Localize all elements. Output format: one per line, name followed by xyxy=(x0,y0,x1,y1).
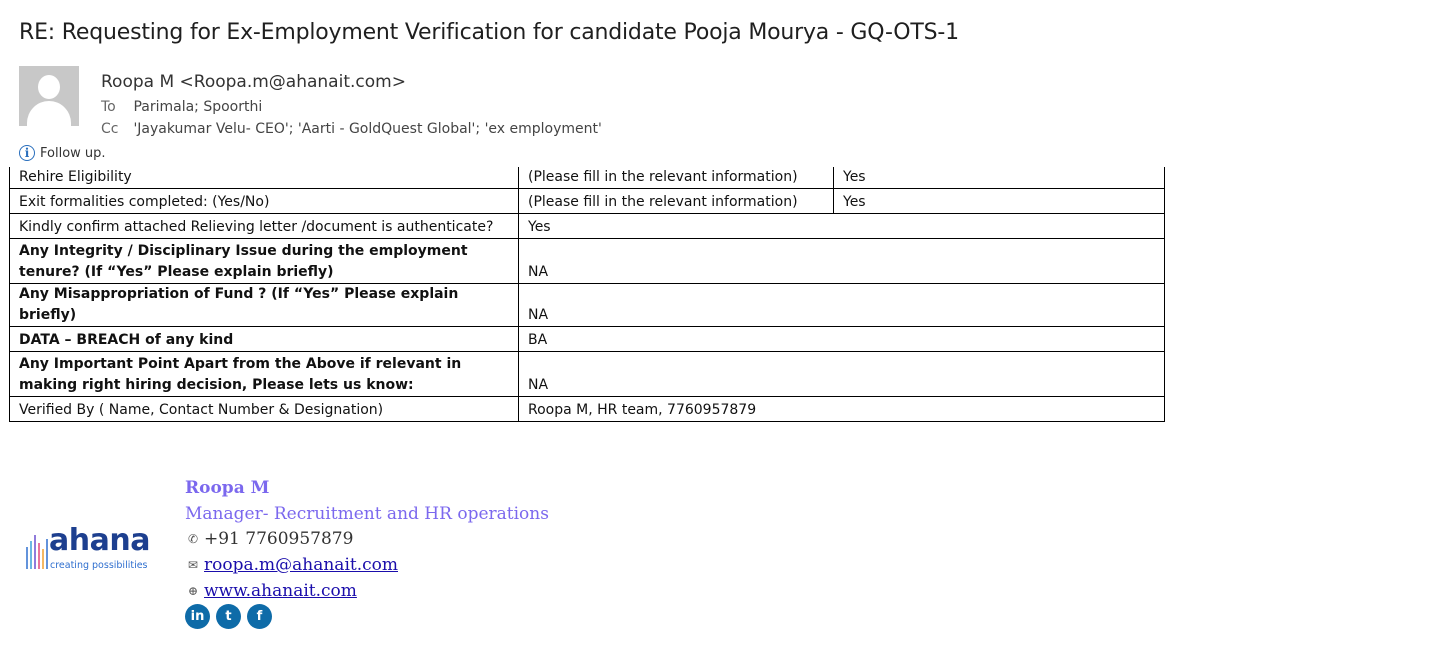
answer-cell: Yes xyxy=(834,167,1165,189)
follow-up-flag[interactable] xyxy=(19,145,106,161)
table-row xyxy=(10,397,1165,422)
logo-tagline: creating possibilities xyxy=(50,560,148,571)
twitter-icon[interactable]: t xyxy=(216,604,241,629)
avatar-body xyxy=(27,101,71,126)
verification-table xyxy=(9,167,1165,422)
answer-cell: NA xyxy=(519,284,1165,327)
facebook-icon[interactable]: f xyxy=(247,604,272,629)
info-cell: (Please fill in the relevant information) xyxy=(519,167,834,189)
follow-up-text: Follow up. xyxy=(40,145,106,161)
info-icon: i xyxy=(19,145,35,161)
globe-icon: ⊕ xyxy=(187,584,199,598)
answer-cell: BA xyxy=(519,327,1165,352)
mail-icon: ✉ xyxy=(187,558,199,572)
question-cell: Any Integrity / Disciplinary Issue during the employment tenure? (If “Yes” Please explain briefly) xyxy=(10,239,519,284)
table-row xyxy=(10,327,1165,352)
social-links xyxy=(185,604,272,629)
table-row xyxy=(10,352,1165,397)
answer-cell: NA xyxy=(519,352,1165,397)
to-line xyxy=(101,99,262,115)
table-row xyxy=(10,284,1165,327)
question-cell: Any Misappropriation of Fund ? (If “Yes” Please explain briefly) xyxy=(10,284,519,327)
linkedin-icon[interactable]: in xyxy=(185,604,210,629)
answer-cell: Roopa M, HR team, 7760957879 xyxy=(519,397,1165,422)
info-cell: (Please fill in the relevant information) xyxy=(519,189,834,214)
signature-email xyxy=(186,555,398,575)
signature-website xyxy=(186,581,357,601)
question-cell: Exit formalities completed: (Yes/No) xyxy=(10,189,519,214)
signature-phone xyxy=(186,529,353,549)
signature-name: Roopa M xyxy=(185,478,270,498)
email-subject: RE: Requesting for Ex-Employment Verification for candidate Pooja Mourya - GQ-OTS-1 xyxy=(19,20,959,45)
table-row xyxy=(10,239,1165,284)
phone-number: +91 7760957879 xyxy=(204,529,354,549)
to-label: To xyxy=(101,99,116,115)
answer-cell: Yes xyxy=(834,189,1165,214)
sender-avatar[interactable] xyxy=(19,66,79,126)
answer-cell: NA xyxy=(519,239,1165,284)
avatar-head xyxy=(38,75,60,99)
table-row xyxy=(10,167,1165,189)
sender-name[interactable]: Roopa M <Roopa.m@ahanait.com> xyxy=(101,72,406,92)
cc-line xyxy=(101,121,602,137)
website-link[interactable]: www.ahanait.com xyxy=(204,581,357,601)
answer-cell: Yes xyxy=(519,214,1165,239)
question-cell: Kindly confirm attached Relieving letter /document is authenticate? xyxy=(10,214,519,239)
logo-bars-icon xyxy=(24,531,50,569)
question-cell: Any Important Point Apart from the Above if relevant in making right hiring decision, Please lets us know: xyxy=(10,352,519,397)
question-cell: Rehire Eligibility xyxy=(10,167,519,189)
table-row xyxy=(10,214,1165,239)
question-cell: Verified By ( Name, Contact Number & Designation) xyxy=(10,397,519,422)
table-row xyxy=(10,189,1165,214)
logo-word: ahana xyxy=(49,523,150,558)
signature-title: Manager- Recruitment and HR operations xyxy=(185,504,549,524)
phone-icon: ✆ xyxy=(187,532,199,546)
cc-recipients[interactable]: 'Jayakumar Velu- CEO'; 'Aarti - GoldQuest Global'; 'ex employment' xyxy=(133,121,602,137)
ahana-logo xyxy=(24,523,156,575)
email-link[interactable]: roopa.m@ahanait.com xyxy=(204,555,398,575)
to-recipients[interactable]: Parimala; Spoorthi xyxy=(133,99,263,115)
question-cell: DATA – BREACH of any kind xyxy=(10,327,519,352)
cc-label: Cc xyxy=(101,121,119,137)
